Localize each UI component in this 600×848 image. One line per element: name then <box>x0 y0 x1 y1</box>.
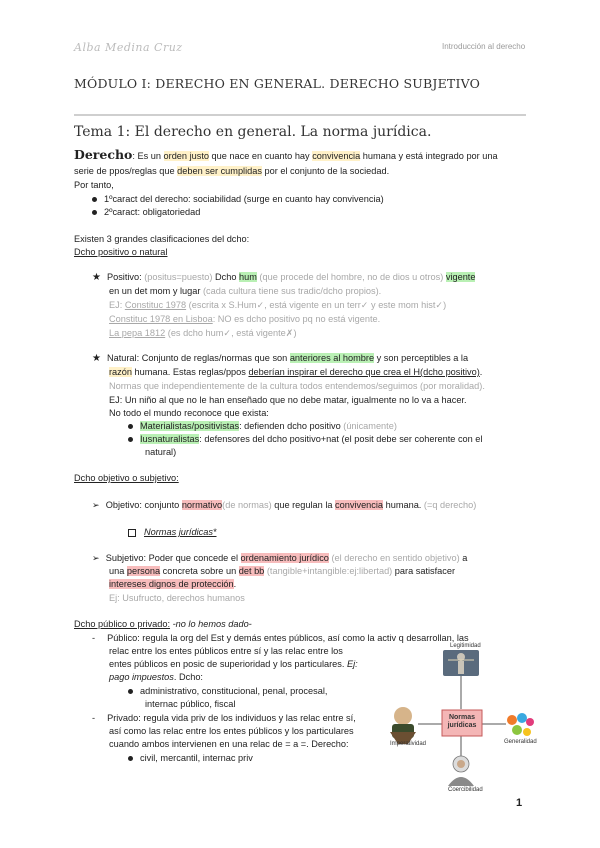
publico-line-3: entes públicos en posic de superioridad y los particulares. Ej: <box>109 659 358 669</box>
arrow-bullet-icon: ➢ <box>92 500 100 510</box>
privado-line-2: así como las relac entre los entes públicos y los particulares <box>109 726 354 736</box>
bullet-icon <box>92 197 97 202</box>
page-number: 1 <box>516 797 523 809</box>
arrow-bullet-icon: ➢ <box>92 553 100 563</box>
legal-norms-diagram <box>388 636 537 796</box>
bullet-item: Materialistas/positivistas: defienden dcho positivo (únicamente) <box>128 419 397 433</box>
bullet-item: civil, mercantil, internac priv <box>128 751 253 765</box>
diagram-label-right: Generalidad <box>504 739 537 745</box>
objetivo-line: ➢ Objetivo: conjunto normativo(de normas) que regulan la convivencia humana. (=q derecho) <box>92 500 477 510</box>
bullet-item: Iusnaturalistas: defensores del dcho positivo+nat (el posit debe ser coherente con el <box>128 432 482 446</box>
coercibilidad-judge-icon <box>448 756 474 786</box>
bullet-continuation: natural) <box>145 447 177 457</box>
bullet-item: 2ºcaract: obligatoriedad <box>92 205 200 219</box>
positivo-line-3: EJ: Constituc 1978 (escrita x S.Hum✓, está vigente en un terr✓ y este mom hist✓) <box>109 300 447 310</box>
publico-line-4: pago impuestos. Dcho: <box>109 672 203 682</box>
publico-line-1: - Público: regula la org del Est y demás entes públicos, así como la activ q desarrollan, las <box>92 633 469 643</box>
definition-line-1: Derecho: Es un orden justo que nace en cuanto hay convivencia humana y está integrado por una <box>74 147 498 162</box>
por-tanto: Por tanto, <box>74 180 114 190</box>
natural-line-5: No todo el mundo reconoce que exista: <box>109 408 269 418</box>
subjetivo-line-1: ➢ Subjetivo: Poder que concede el ordenamiento jurídico (el derecho en sentido objetivo) a <box>92 553 468 563</box>
star-bullet-icon: ★ <box>92 272 101 283</box>
header-author: Alba Medina Cruz <box>74 41 183 54</box>
bullet-icon <box>128 437 133 442</box>
diagram-label-bottom: Coercibilidad <box>448 787 483 793</box>
star-bullet-icon: ★ <box>92 353 101 364</box>
bullet-item: 1ºcaract del derecho: sociabilidad (surge en cuanto hay convivencia) <box>92 192 384 206</box>
diagram-label-left: Imperatividad <box>390 741 427 747</box>
generalidad-people-icon <box>507 713 534 736</box>
module-title: MÓDULO I: DERECHO EN GENERAL. DERECHO SUBJETIVO <box>74 76 481 91</box>
publico-line-2: relac entre los entes públicos entre sí y las relac entre los <box>109 646 343 656</box>
section-title-objetivo: Dcho objetivo o subjetivo: <box>74 473 179 483</box>
subjetivo-example: Ej: Usufructo, derechos humanos <box>109 593 245 603</box>
diagram-label-top: Legitimidad <box>450 643 481 649</box>
classification-intro: Existen 3 grandes clasificaciones del dcho: <box>74 234 250 244</box>
natural-line-2: razón humana. Estas reglas/ppos deberían inspirar el derecho que crea el H(dcho positivo). <box>109 367 483 377</box>
natural-line-3: Normas que independientemente de la cultura todos entendemos/seguimos (por moralidad). <box>109 381 485 391</box>
bullet-icon <box>128 689 133 694</box>
dash-bullet-icon: - <box>92 713 96 723</box>
natural-line-1: ★ Natural: Conjunto de reglas/normas que son anteriores al hombre y son perceptibles a la <box>92 353 469 364</box>
imperatividad-figure-icon <box>390 707 416 744</box>
topic-title: Tema 1: El derecho en general. La norma jurídica. <box>74 124 432 140</box>
natural-line-4: EJ: Un niño al que no le han enseñado que no debe matar, igualmente no lo va a hacer. <box>109 395 467 405</box>
checkbox-bullet-icon <box>128 529 136 537</box>
header-course: Introducción al derecho <box>442 42 526 51</box>
subjetivo-line-2: una persona concreta sobre un det bb (tangible+intangible:ej:libertad) para satisfacer <box>109 566 456 576</box>
privado-line-1: - Privado: regula vida priv de los individuos y las relac entre sí, <box>92 713 356 723</box>
positivo-line-2: en un det mom y lugar (cada cultura tiene sus tradic/dcho propios). <box>109 286 382 296</box>
positivo-line-5: La pepa 1812 (es dcho hum✓, está vigente✗) <box>109 328 297 338</box>
definition-term: Derecho <box>74 147 133 162</box>
section-title-publico: Dcho público o privado: -no lo hemos dado- <box>74 619 252 629</box>
bullet-icon <box>128 424 133 429</box>
subjetivo-line-3: intereses dignos de protección. <box>109 579 237 589</box>
bullet-icon <box>92 210 97 215</box>
divider <box>74 114 526 116</box>
positivo-line-4: Constituc 1978 en Lisboa: NO es dcho positivo pq no está vigente. <box>109 314 381 324</box>
bullet-continuation: internac público, fiscal <box>145 699 236 709</box>
definition-line-2: serie de ppos/reglas que deben ser cumplidas por el conjunto de la sociedad. <box>74 166 390 176</box>
diagram-center-label: Normas jurídicas <box>447 714 477 729</box>
positivo-line-1: ★ Positivo: (positus=puesto) Dcho hum (que procede del hombre, no de dios u otros) vigente <box>92 272 476 283</box>
bullet-item: administrativo, constitucional, penal, procesal, <box>128 684 327 698</box>
dash-bullet-icon: - <box>92 633 96 643</box>
normas-juridicas-item: Normas jurídicas* <box>128 525 217 539</box>
privado-line-3: cuando ambos intervienen en una relac de = a =. Derecho: <box>109 739 349 749</box>
section-title-positivo: Dcho positivo o natural <box>74 247 168 257</box>
justice-statue-icon <box>443 650 479 676</box>
bullet-icon <box>128 756 133 761</box>
